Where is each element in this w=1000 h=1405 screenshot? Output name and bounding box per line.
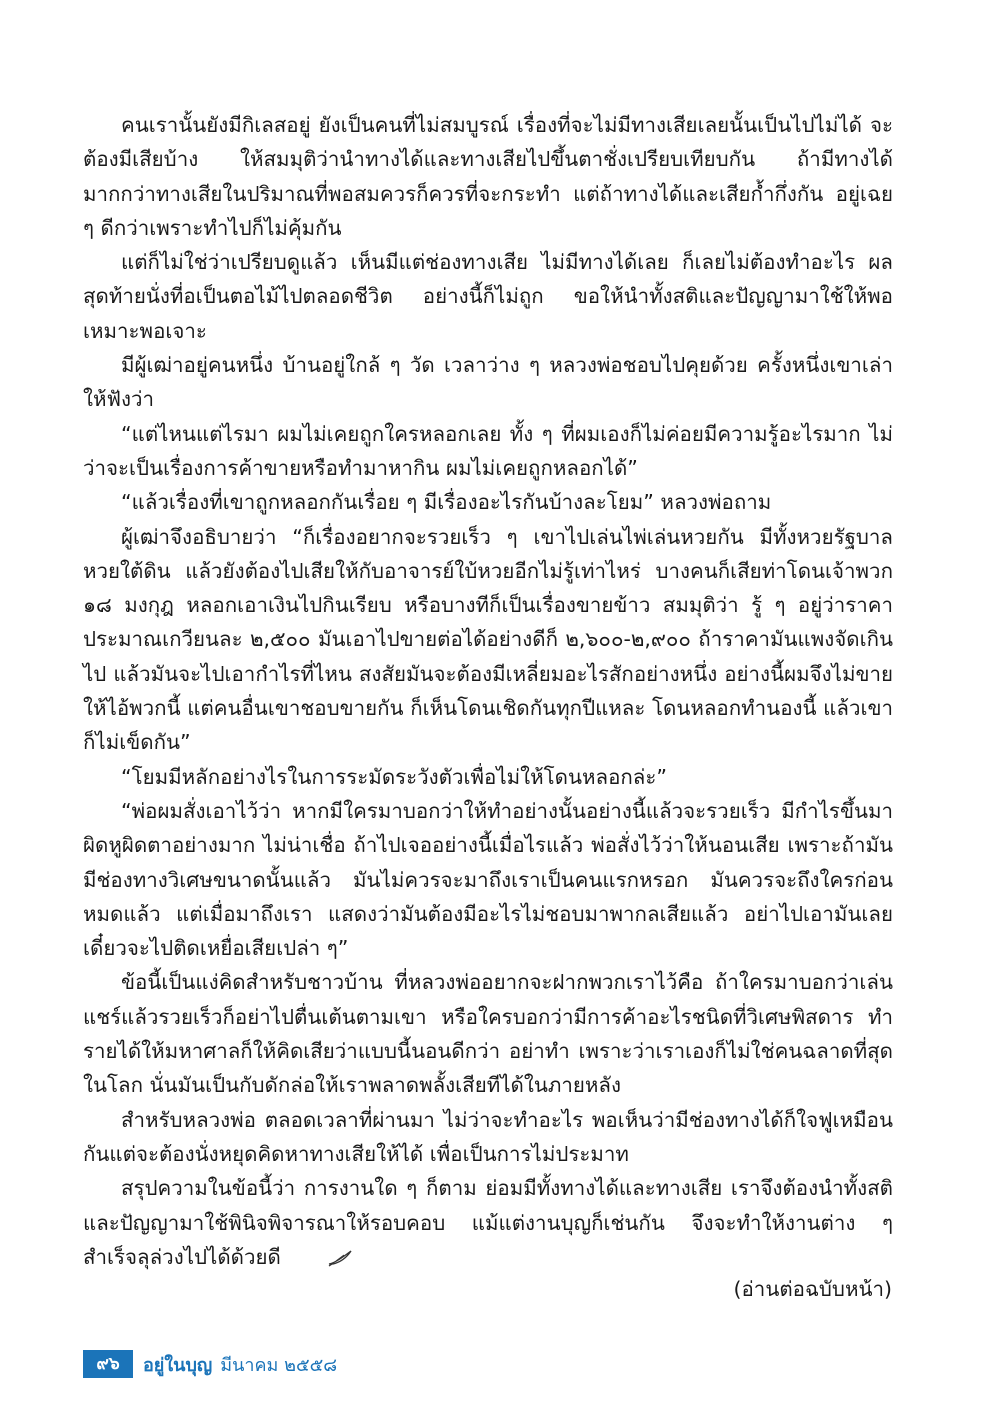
- quill-end-mark-icon: [289, 1243, 353, 1277]
- magazine-name: อยู่ในบุญ: [143, 1354, 213, 1376]
- paragraph: สำหรับหลวงพ่อ ตลอดเวลาที่ผ่านมา ไม่ว่าจะทำอะไร พอเห็นว่ามีช่องทางได้ก็ใจฟูเหมือนกันแต่จะต้องนั่งหยุดคิดหาทางเสียให้ได้ เพื่อเป็นการไม่ประมาท: [83, 1107, 893, 1166]
- page-number: ๙๖: [83, 1350, 133, 1378]
- paragraph-text: สรุปความในข้อนี้ว่า การงานใด ๆ ก็ตาม ย่อมมีทั้งทางได้และทางเสีย เราจึงต้องนำทั้งสติและปัญญามาใช้พินิจพิจารณาให้รอบคอบ แม้แต่งานบุญก็เช่นกัน จึงจะทำให้งานต่าง ๆ สำเร็จลุล่วงไปได้ด้วยดี: [83, 1176, 893, 1269]
- continued-next-issue: (อ่านต่อฉบับหน้า): [733, 1277, 892, 1301]
- issue-date: มีนาคม ๒๕๕๘: [220, 1354, 338, 1376]
- paragraph: แต่ก็ไม่ใช่ว่าเปรียบดูแล้ว เห็นมีแต่ช่องทางเสีย ไม่มีทางได้เลย ก็เลยไม่ต้องทำอะไร ผลสุดท้ายนั่งที่อเป็นตอไม้ไปตลอดชีวิต อย่างนี้ก็ไม่ถูก ขอให้นำทั้งสติและปัญญามาใช้ให้พอเหมาะพอเจาะ: [83, 250, 893, 343]
- paragraph: “โยมมีหลักอย่างไรในการระมัดระวังตัวเพื่อไม่ให้โดนหลอกล่ะ”: [121, 764, 668, 789]
- paragraph: มีผู้เฒ่าอยู่คนหนึ่ง บ้านอยู่ใกล้ ๆ วัด เวลาว่าง ๆ หลวงพ่อชอบไปคุยด้วย ครั้งหนึ่งเขาเล่าให้ฟังว่า: [83, 353, 893, 412]
- paragraph: คนเรานั้นยังมีกิเลสอยู่ ยังเป็นคนที่ไม่สมบูรณ์ เรื่องที่จะไม่มีทางเสียเลยนั้นเป็นไปไม่ได้ จะต้องมีเสียบ้าง ให้สมมุติว่านำทางได้และทางเสียไปขึ้นตาชั่งเปรียบเทียบกัน ถ้ามีทางได้มากกว่าทางเสียในปริมาณที่พอสมควรก็ควรที่จะกระทำ แต่ถ้าทางได้และเสียก้ำกึ่งกัน อยู่เฉย ๆ ดีกว่าเพราะทำไปก็ไม่คุ้มกัน: [83, 113, 893, 240]
- paragraph: “พ่อผมสั่งเอาไว้ว่า หากมีใครมาบอกว่าให้ทำอย่างนั้นอย่างนี้แล้วจะรวยเร็ว มีกำไรขึ้นมาผิดหูผิดตาอย่างมาก ไม่น่าเชื่อ ถ้าไปเจออย่างนี้เมื่อไรแล้ว พ่อสั่งไว้ว่าให้นอนเสีย เพราะถ้ามันมีช่องทางวิเศษขนาดนั้นแล้ว มันไม่ควรจะมาถึงเราเป็นคนแรกหรอก มันควรจะถึงใครก่อนหมดแล้ว แต่เมื่อมาถึงเรา แสดงว่ามันต้องมีอะไรไม่ชอบมาพากลเสียแล้ว อย่าไปเอามันเลย เดี๋ยวจะไปติดเหยื่อเสียเปล่า ๆ”: [83, 798, 893, 961]
- article-body: [83, 108, 893, 1277]
- paragraph: ข้อนี้เป็นแง่คิดสำหรับชาวบ้าน ที่หลวงพ่ออยากจะฝากพวกเราไว้คือ ถ้าใครมาบอกว่าเล่นแชร์แล้วรวยเร็วก็อย่าไปตื่นเต้นตามเขา หรือใครบอกว่ามีการค้าอะไรชนิดที่วิเศษพิสดาร ทำรายได้ให้มหาศาลก็ให้คิดเสียว่าแบบนี้นอนดีกว่า อย่าทำ เพราะว่าเราเองก็ไม่ใช่คนฉลาดที่สุดในโลก นั่นมันเป็นกับดักล่อให้เราพลาดพลั้งเสียทีได้ในภายหลัง: [83, 970, 893, 1098]
- paragraph: ผู้เฒ่าจึงอธิบายว่า “ก็เรื่องอยากจะรวยเร็ว ๆ เขาไปเล่นไพ่เล่นหวยกัน มีทั้งหวยรัฐบาลหวยใต้ดิน แล้วยังต้องไปเสียให้กับอาจารย์ใบ้หวยอีกไม่รู้เท่าไหร่ บางคนก็เสียท่าโดนเจ้าพวก ๑๘ มงกุฎ หลอกเอาเงินไปกินเรียบ หรือบางทีก็เป็นเรื่องขายข้าว สมมุติว่า รู้ ๆ อยู่ว่าราคาประมาณเกวียนละ ๒,๕๐๐ มันเอาไปขายต่อได้อย่างดีก็ ๒,๖๐๐-๒,๙๐๐ ถ้าราคามันแพงจัดเกินไป แล้วมันจะไปเอากำไรที่ไหน สงสัยมันจะต้องมีเหลี่ยมอะไรสักอย่างหนึ่ง อย่างนี้ผมจึงไม่ขายให้ไอ้พวกนี้ แต่คนอื่นเขาชอบขายกัน ก็เห็นโดนเชิดกันทุกปีแหละ โดนหลอกทำนองนี้ แล้วเขาก็ไม่เข็ดกัน”: [83, 524, 893, 755]
- paragraph: “แล้วเรื่องที่เขาถูกหลอกกันเรื่อย ๆ มีเรื่องอะไรกันบ้างละโยม” หลวงพ่อถาม: [121, 490, 772, 515]
- final-paragraph: [83, 1171, 893, 1277]
- page-footer: [83, 1349, 337, 1379]
- paragraph: “แต่ไหนแต่ไรมา ผมไม่เคยถูกใครหลอกเลย ทั้ง ๆ ที่ผมเองก็ไม่ค่อยมีความรู้อะไรมาก ไม่ว่าจะเป็นเรื่องการค้าขายหรือทำมาหากิน ผมไม่เคยถูกหลอกได้”: [83, 421, 893, 480]
